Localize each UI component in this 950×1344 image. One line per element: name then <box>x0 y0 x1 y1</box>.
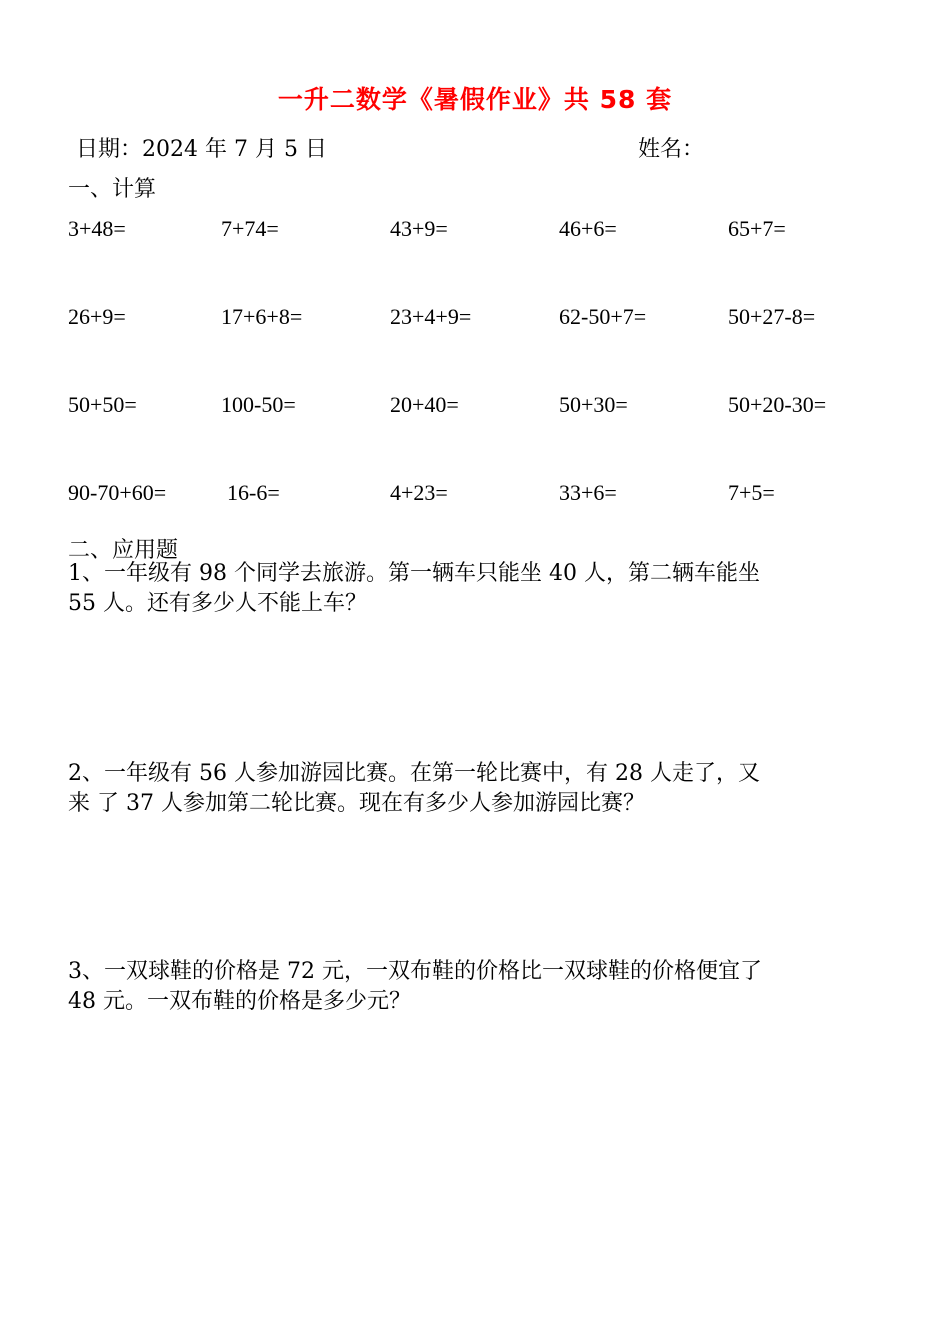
section-heading-word-problems: 二、应用题 <box>68 538 179 563</box>
calc-item: 33+6= <box>559 480 617 505</box>
word-problem-3 <box>68 957 878 1017</box>
calc-item: 50+27-8= <box>728 304 816 329</box>
calc-item: 50+50= <box>68 392 137 417</box>
calc-item: 23+4+9= <box>390 304 472 329</box>
calc-item: 62-50+7= <box>559 304 647 329</box>
date-line: 日期：2024 年 7 月 5 日 <box>76 137 327 162</box>
word-problem-2 <box>68 759 878 819</box>
calc-row-4 <box>0 480 950 510</box>
calc-item: 20+40= <box>390 392 459 417</box>
calc-item: 7+74= <box>221 216 279 241</box>
calc-item: 7+5= <box>728 480 775 505</box>
calc-item: 50+20-30= <box>728 392 827 417</box>
calc-row-1 <box>0 216 950 246</box>
word-problem-1 <box>68 559 878 619</box>
section-heading-calculation: 一、计算 <box>68 177 157 202</box>
problem-line: 1、一年级有 98 个同学去旅游。第一辆车只能坐 40 人，第二辆车能坐 <box>68 561 760 586</box>
calc-item: 46+6= <box>559 216 617 241</box>
calc-item: 90-70+60= <box>68 480 167 505</box>
problem-line: 3、一双球鞋的价格是 72 元，一双布鞋的价格比一双球鞋的价格便宜了 <box>68 959 762 984</box>
calc-item: 17+6+8= <box>221 304 303 329</box>
calc-item: 26+9= <box>68 304 126 329</box>
calc-item: 43+9= <box>390 216 448 241</box>
calc-item: 3+48= <box>68 216 126 241</box>
problem-line: 48 元。一双布鞋的价格是多少元？ <box>68 989 411 1014</box>
calc-item: 4+23= <box>390 480 448 505</box>
page-title: 一升二数学《暑假作业》共 58 套 <box>277 85 673 114</box>
calc-item: 100-50= <box>221 392 296 417</box>
calc-row-3 <box>0 392 950 422</box>
calc-row-2 <box>0 304 950 334</box>
calc-item: 50+30= <box>559 392 628 417</box>
calc-item: 16-6= <box>227 480 280 505</box>
name-label: 姓名： <box>638 137 705 162</box>
calc-item: 65+7= <box>728 216 786 241</box>
problem-line: 来 了 37 人参加第二轮比赛。现在有多少人参加游园比赛？ <box>68 791 645 816</box>
problem-line: 2、一年级有 56 人参加游园比赛。在第一轮比赛中，有 28 人走了，又 <box>68 761 760 786</box>
problem-line: 55 人。还有多少人不能上车？ <box>68 591 367 616</box>
